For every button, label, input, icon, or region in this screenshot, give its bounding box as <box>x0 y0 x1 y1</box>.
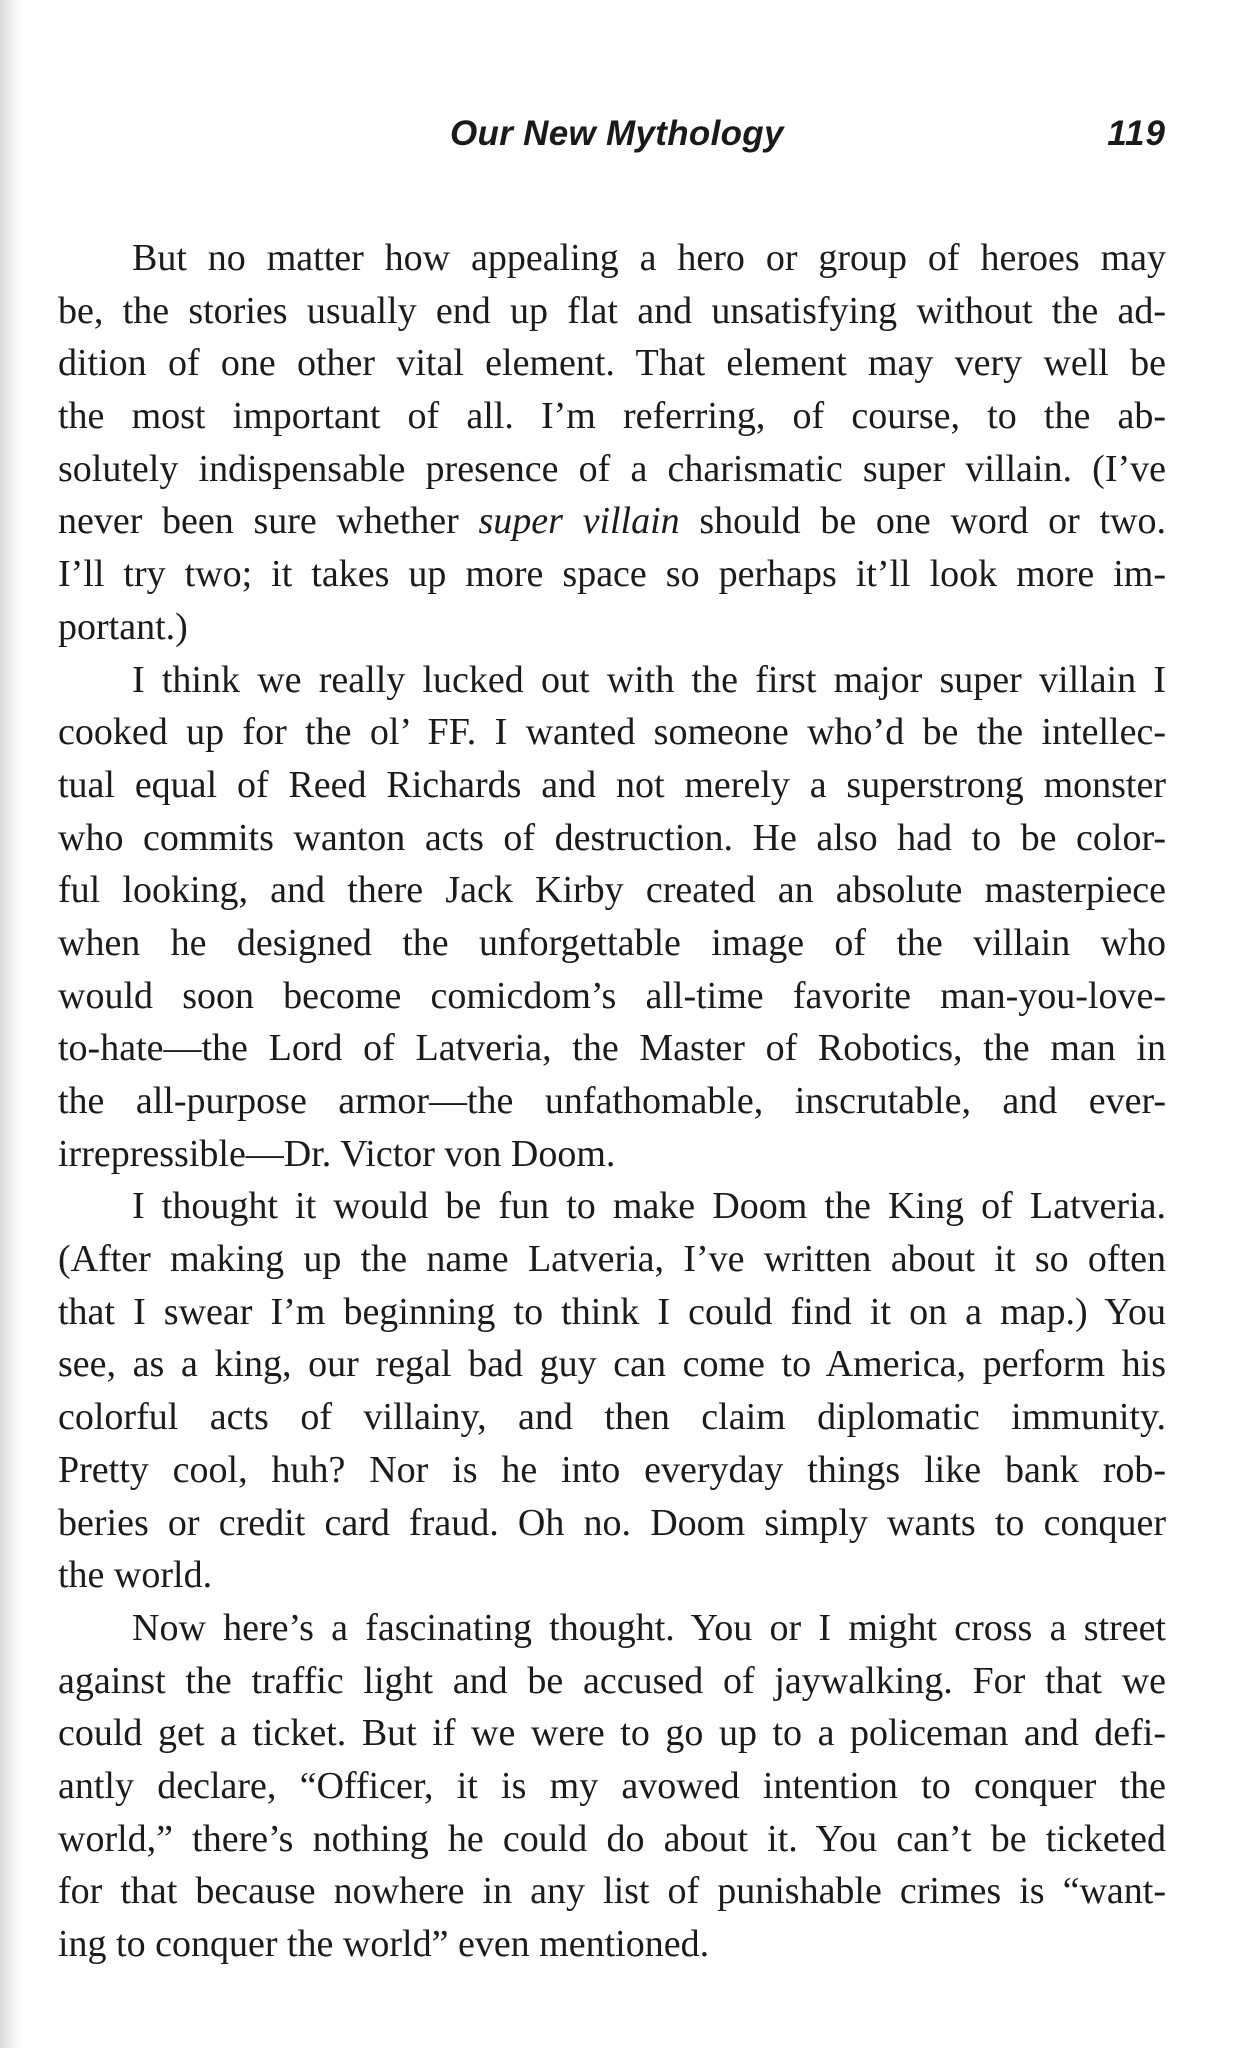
text-line: irrepressible—Dr. Victor von Doom. <box>58 1132 616 1175</box>
text-line: solutely indispensable presence of a charismatic super villain. (I’ve <box>58 447 1166 490</box>
text-line: (After making up the name Latveria, I’ve written about it so often <box>58 1238 1166 1281</box>
text-line: antly declare, “Officer, it is my avowed intention to conquer the <box>58 1764 1166 1807</box>
text-line: when he designed the unforgettable image of the villain who <box>58 921 1166 964</box>
running-head <box>60 114 1166 174</box>
page-number: 119 <box>1107 114 1166 153</box>
italic-term: super villain <box>478 500 680 543</box>
text-line: tual equal of Reed Richards and not merely a superstrong monster <box>58 763 1166 806</box>
text-line: that I swear I’m beginning to think I could find it on a map.) You <box>58 1290 1166 1333</box>
text-line: ful looking, and there Jack Kirby created an absolute masterpiece <box>58 869 1166 912</box>
text-line: who commits wanton acts of destruction. He also had to be color- <box>58 816 1166 859</box>
text-line <box>58 495 1166 548</box>
text-line: Now here’s a fascinating thought. You or I might cross a street <box>132 1606 1166 1649</box>
text-line: colorful acts of villainy, and then claim diplomatic immunity. <box>58 1396 1166 1439</box>
text-line: world,” there’s nothing he could do about it. You can’t be ticketed <box>58 1817 1166 1860</box>
text-line: against the traffic light and be accused of jaywalking. For that we <box>58 1659 1166 1702</box>
text-line: beries or credit card fraud. Oh no. Doom simply wants to conquer <box>58 1501 1166 1544</box>
text-line: the most important of all. I’m referring, of course, to the ab- <box>58 395 1166 438</box>
text-line: could get a ticket. But if we were to go up to a policeman and defi- <box>58 1712 1166 1755</box>
text-fragment: never been sure whether <box>58 500 479 543</box>
text-line: I’ll try two; it takes up more space so perhaps it’ll look more im- <box>58 553 1166 596</box>
body-text <box>58 232 1166 1971</box>
text-line: I thought it would be fun to make Doom the King of Latveria. <box>132 1185 1166 1228</box>
text-line: be, the stories usually end up flat and unsatisfying without the ad- <box>58 289 1166 332</box>
text-line: ing to conquer the world” even mentioned. <box>58 1923 710 1965</box>
text-line: to-hate—the Lord of Latveria, the Master of Robotics, the man in <box>58 1027 1166 1070</box>
text-line: the world. <box>58 1554 213 1597</box>
text-line: Pretty cool, huh? Nor is he into everyday things like bank rob- <box>58 1448 1166 1491</box>
text-line: the all-purpose armor—the unfathomable, inscrutable, and ever- <box>58 1080 1166 1122</box>
page-gutter-shadow <box>0 0 22 2048</box>
running-title: Our New Mythology <box>450 114 784 153</box>
text-line: portant.) <box>58 605 188 648</box>
text-line: But no matter how appealing a hero or group of heroes may <box>132 237 1166 279</box>
text-line: see, as a king, our regal bad guy can come to America, perform his <box>58 1343 1166 1386</box>
text-line: cooked up for the ol’ FF. I wanted someone who’d be the intellec- <box>58 711 1166 754</box>
text-line: would soon become comicdom’s all-time favorite man-you-love- <box>58 974 1166 1017</box>
text-line: for that because nowhere in any list of punishable crimes is “want- <box>58 1870 1166 1913</box>
text-line: I think we really lucked out with the first major super villain I <box>132 658 1166 701</box>
text-fragment: should be one word or two. <box>679 500 1166 543</box>
text-line: dition of one other vital element. That element may very well be <box>58 342 1166 385</box>
